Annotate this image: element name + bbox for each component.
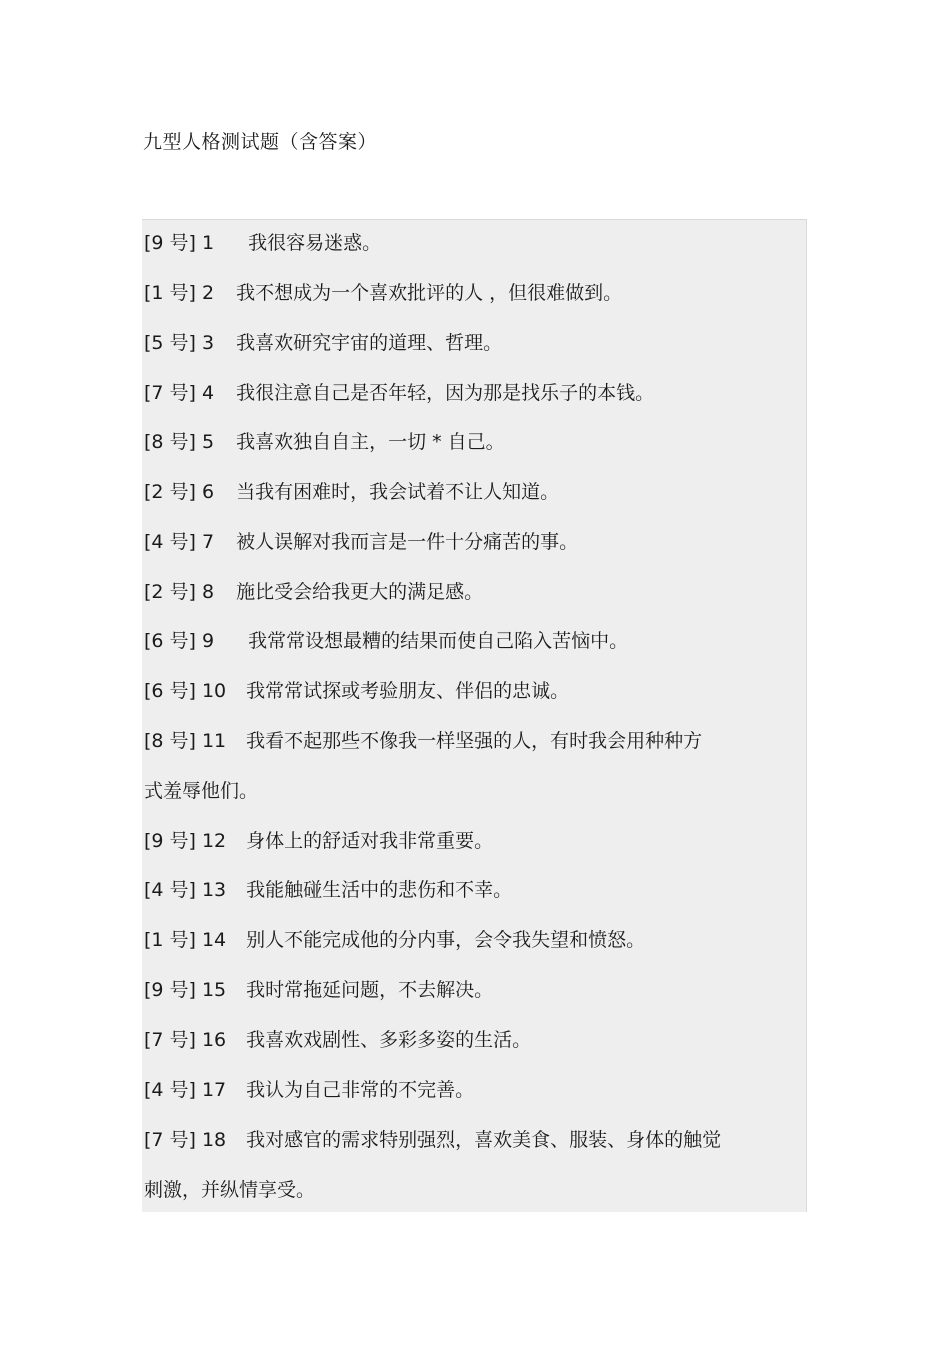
question-text-continuation: 式羞辱他们。 [144, 780, 259, 802]
question-text: 身体上的舒适对我非常重要。 [246, 830, 494, 852]
type-tag: [2 号] [144, 581, 196, 603]
question-number: 17 [201, 1079, 227, 1101]
question-text: 施比受会给我更大的满足感。 [236, 581, 484, 603]
question-item [144, 279, 622, 307]
type-tag: [1 号] [144, 282, 196, 304]
question-number: 15 [201, 979, 227, 1001]
type-tag: [8 号] [144, 730, 196, 752]
question-item [144, 478, 559, 506]
type-tag: [5 号] [144, 332, 196, 354]
question-number: 12 [201, 830, 227, 852]
question-item [144, 1126, 721, 1154]
question-number: 11 [201, 730, 227, 752]
type-tag: [4 号] [144, 1079, 196, 1101]
question-item [144, 1076, 474, 1104]
question-item [144, 329, 502, 357]
type-tag: [4 号] [144, 531, 196, 553]
type-tag: [7 号] [144, 1029, 196, 1051]
type-tag: [1 号] [144, 929, 196, 951]
question-item [144, 827, 493, 855]
question-item [144, 229, 381, 257]
question-text: 被人误解对我而言是一件十分痛苦的事。 [236, 531, 579, 553]
question-text: 别人不能完成他的分内事，会令我失望和愤怒。 [246, 929, 646, 951]
question-item [144, 876, 512, 904]
question-item [144, 379, 654, 407]
question-item [144, 677, 569, 705]
question-text: 我很容易迷惑。 [248, 232, 382, 254]
question-text: 我看不起那些不像我一样坚强的人，有时我会用种种方 [246, 730, 703, 752]
question-item [144, 528, 578, 556]
question-text: 我喜欢独自自主，一切 * 自己。 [236, 431, 505, 453]
type-tag: [9 号] [144, 232, 196, 254]
question-text-continuation: 刺激，并纵情享受。 [144, 1179, 316, 1201]
question-item [144, 1026, 531, 1054]
question-text: 我喜欢戏剧性、多彩多姿的生活。 [246, 1029, 532, 1051]
question-text: 我喜欢研究宇宙的道理、哲理。 [236, 332, 503, 354]
question-text: 我常常试探或考验朋友、伴侣的忠诚。 [246, 680, 570, 702]
question-number: 18 [201, 1129, 227, 1151]
question-text: 我时常拖延问题，不去解决。 [246, 979, 494, 1001]
question-item [144, 926, 645, 954]
type-tag: [6 号] [144, 680, 196, 702]
question-text: 我对感官的需求特别强烈，喜欢美食、服装、身体的触觉 [246, 1129, 722, 1151]
question-item [144, 578, 483, 606]
question-number: 1 [201, 232, 215, 254]
question-text: 我很注意自己是否年轻，因为那是找乐子的本钱。 [236, 382, 655, 404]
question-text: 我常常设想最糟的结果而使自己陷入苦恼中。 [248, 630, 629, 652]
question-panel [142, 219, 807, 1212]
type-tag: [9 号] [144, 979, 196, 1001]
question-item [144, 976, 493, 1004]
question-number: 9 [201, 630, 215, 652]
question-item [144, 627, 628, 655]
question-text: 我能触碰生活中的悲伤和不幸。 [246, 879, 513, 901]
document-title: 九型人格测试题（含答案） [143, 131, 378, 153]
type-tag: [4 号] [144, 879, 196, 901]
question-item [144, 727, 702, 755]
type-tag: [2 号] [144, 481, 196, 503]
question-text: 我不想成为一个喜欢批评的人 ，但很难做到。 [236, 282, 623, 304]
question-number: 14 [201, 929, 227, 951]
question-number: 8 [201, 581, 215, 603]
type-tag: [7 号] [144, 382, 196, 404]
question-text: 我认为自己非常的不完善。 [246, 1079, 475, 1101]
question-number: 6 [201, 481, 215, 503]
question-number: 2 [201, 282, 215, 304]
question-number: 13 [201, 879, 227, 901]
question-item [144, 428, 505, 456]
question-number: 16 [201, 1029, 227, 1051]
question-number: 4 [201, 382, 215, 404]
type-tag: [9 号] [144, 830, 196, 852]
type-tag: [7 号] [144, 1129, 196, 1151]
question-number: 3 [201, 332, 215, 354]
question-text: 当我有困难时，我会试着不让人知道。 [236, 481, 560, 503]
question-number: 10 [201, 680, 227, 702]
question-number: 7 [201, 531, 215, 553]
type-tag: [6 号] [144, 630, 196, 652]
question-number: 5 [201, 431, 215, 453]
type-tag: [8 号] [144, 431, 196, 453]
